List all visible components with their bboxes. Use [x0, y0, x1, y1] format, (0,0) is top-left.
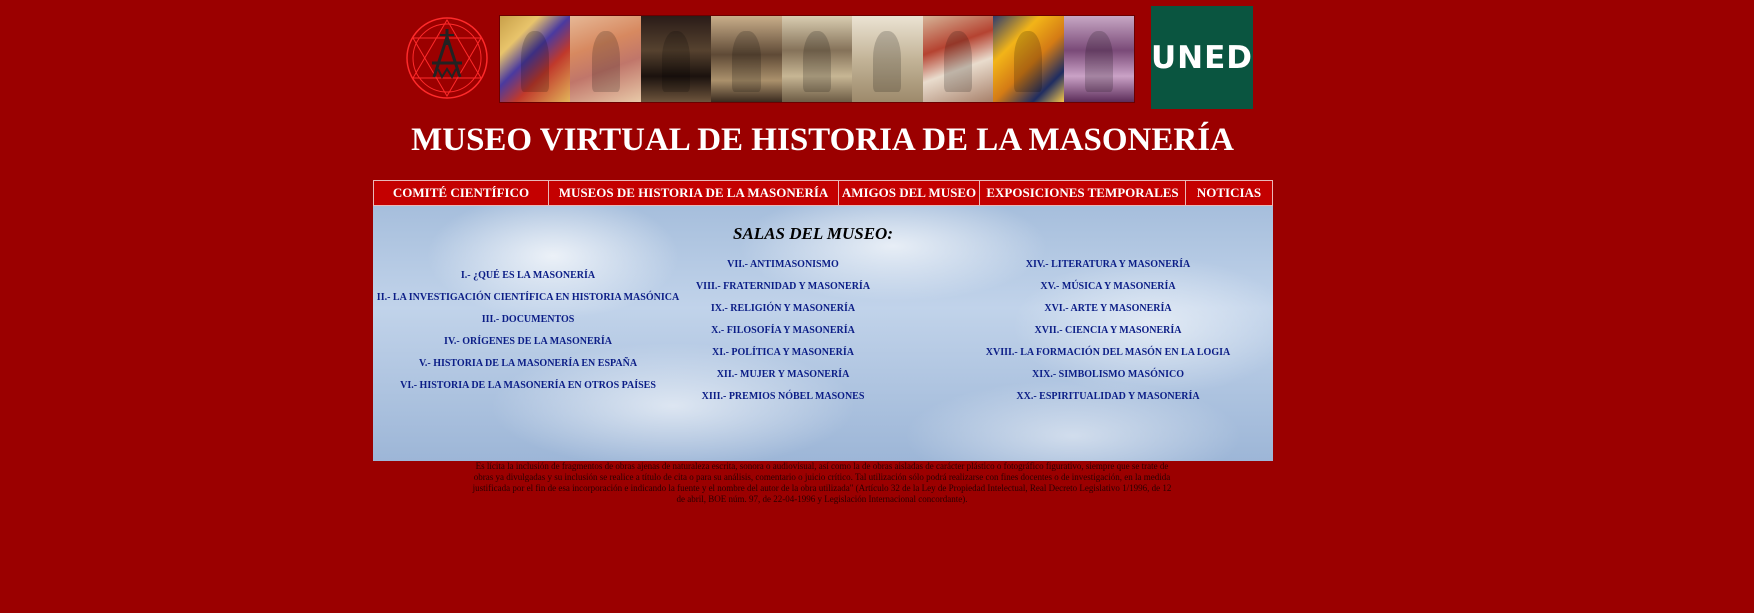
salas-column-3: [963, 254, 1253, 408]
banner-panel-6: [852, 16, 922, 102]
sala-link[interactable]: XX.- ESPIRITUALIDAD Y MASONERÍA: [1016, 391, 1200, 402]
sala-link[interactable]: III.- DOCUMENTOS: [481, 314, 575, 325]
sala-link[interactable]: VIII.- FRATERNIDAD Y MASONERÍA: [695, 281, 871, 292]
nav-item-museos[interactable]: MUSEOS DE HISTORIA DE LA MASONERÍA: [549, 181, 839, 205]
nav-item-amigos[interactable]: AMIGOS DEL MUSEO: [839, 181, 980, 205]
banner-panel-2: [570, 16, 640, 102]
salas-column-2: [683, 254, 883, 408]
banner-panel-3: [641, 16, 711, 102]
uned-logo[interactable]: [1151, 6, 1253, 109]
sala-link[interactable]: XVI.- ARTE Y MASONERÍA: [1044, 303, 1172, 314]
sala-link[interactable]: XVIII.- LA FORMACIÓN DEL MASÓN EN LA LOGIA: [985, 347, 1231, 358]
sala-link[interactable]: XVII.- CIENCIA Y MASONERÍA: [1034, 325, 1182, 336]
banner-panel-5: [782, 16, 852, 102]
salas-title: SALAS DEL MUSEO:: [733, 224, 893, 243]
sala-link[interactable]: VI.- HISTORIA DE LA MASONERÍA EN OTROS PAÍSES: [400, 380, 656, 391]
uned-logo-text: UNED: [1150, 39, 1254, 76]
banner-panel-4: [711, 16, 781, 102]
sala-link[interactable]: V.- HISTORIA DE LA MASONERÍA EN ESPAÑA: [418, 358, 638, 369]
nav-item-noticias[interactable]: NOTICIAS: [1196, 185, 1262, 200]
main-nav: [373, 180, 1273, 206]
banner-panel-7: [923, 16, 993, 102]
sala-link[interactable]: I.- ¿QUÉ ES LA MASONERÍA: [460, 270, 596, 281]
salas-column-1: [373, 265, 683, 397]
masonic-seal-icon[interactable]: [404, 15, 490, 101]
sala-link[interactable]: II.- LA INVESTIGACIÓN CIENTÍFICA EN HISTORIA MASÓNICA: [376, 292, 680, 303]
salas-panel: [373, 206, 1273, 461]
sala-link[interactable]: XIV.- LITERATURA Y MASONERÍA: [1025, 259, 1191, 270]
sala-link[interactable]: IV.- ORÍGENES DE LA MASONERÍA: [444, 336, 612, 347]
banner-panel-9: [1064, 16, 1134, 102]
nav-item-exposiciones[interactable]: EXPOSICIONES TEMPORALES: [980, 181, 1186, 205]
banner-panel-8: [993, 16, 1063, 102]
nav-item-comite-cientifico[interactable]: COMITÉ CIENTÍFICO: [374, 181, 549, 205]
page-title: MUSEO VIRTUAL DE HISTORIA DE LA MASONERÍA: [411, 122, 1234, 158]
sala-link[interactable]: VII.- ANTIMASONISMO: [727, 259, 839, 270]
sala-link[interactable]: XI.- POLÍTICA Y MASONERÍA: [711, 347, 855, 358]
header: [0, 0, 1754, 115]
sala-link[interactable]: X.- FILOSOFÍA Y MASONERÍA: [711, 325, 855, 336]
banner-panel-1: [500, 16, 570, 102]
header-banner-image: [499, 15, 1135, 103]
sala-link[interactable]: XII.- MUJER Y MASONERÍA: [716, 369, 850, 380]
sala-link[interactable]: IX.- RELIGIÓN Y MASONERÍA: [710, 303, 856, 314]
sala-link[interactable]: XV.- MÚSICA Y MASONERÍA: [1040, 281, 1176, 292]
sala-link[interactable]: XIII.- PREMIOS NÓBEL MASONES: [701, 391, 865, 402]
sala-link[interactable]: XIX.- SIMBOLISMO MASÓNICO: [1032, 369, 1184, 380]
legal-notice: Es lícita la inclusión de fragmentos de obras ajenas de naturaleza escrita, sonora o audiovisual, así como la de obras aisladas de carácter plástico o fotográfico figurativo, siempre que se trate de obras ya divulgadas y su inclusión se realice a título de cita o para su análisis, comentario o juicio crítico. Tal utilización sólo podrá realizarse con fines docentes o de investigación, en la medida justificada por el fin de esa incorporación e indicando la fuente y el nombre del autor de la obra utilizada" (Artículo 32 de la Ley de Propiedad Intelectual, Real Decreto Legislativo 1/1996, de 12 de abril, BOE núm. 97, de 22-04-1996 y Legislación Internacional concordante).: [472, 461, 1172, 504]
